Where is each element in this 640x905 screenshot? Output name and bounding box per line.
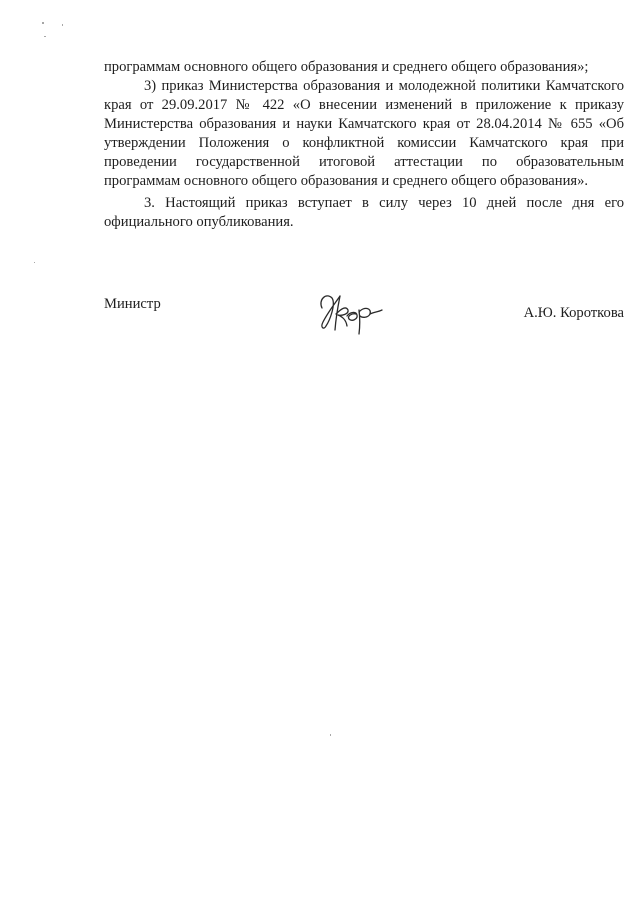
scan-speck	[34, 262, 35, 263]
signatory-name: А.Ю. Короткова	[523, 305, 624, 321]
document-body	[104, 58, 624, 232]
signatory-position: Министр	[104, 296, 161, 312]
handwritten-signature	[316, 286, 386, 336]
signature-block	[104, 286, 624, 346]
scan-speck	[44, 36, 46, 37]
paragraph-item-3: 3) приказ Министерства образования и молодежной политики Камчатского края от 29.09.2017 № 422 «О внесении изменений в приложение к приказу Министерства образования и науки Камчатского края от 28.04.2014 № 655 «Об утверждении Положения о конфликтной комиссии Камчатского края при проведении государственной итоговой аттестации по образовательным программам основного общего образования и среднего общего образования».	[104, 78, 624, 189]
scan-speck	[330, 734, 331, 736]
scan-speck	[62, 24, 63, 26]
paragraph-continuation: программам основного общего образования и среднего общего образования»;	[104, 59, 589, 75]
paragraph-effective-date: 3. Настоящий приказ вступает в силу через 10 дней после дня его официального опубликования.	[104, 195, 624, 230]
scan-speck	[42, 22, 44, 24]
